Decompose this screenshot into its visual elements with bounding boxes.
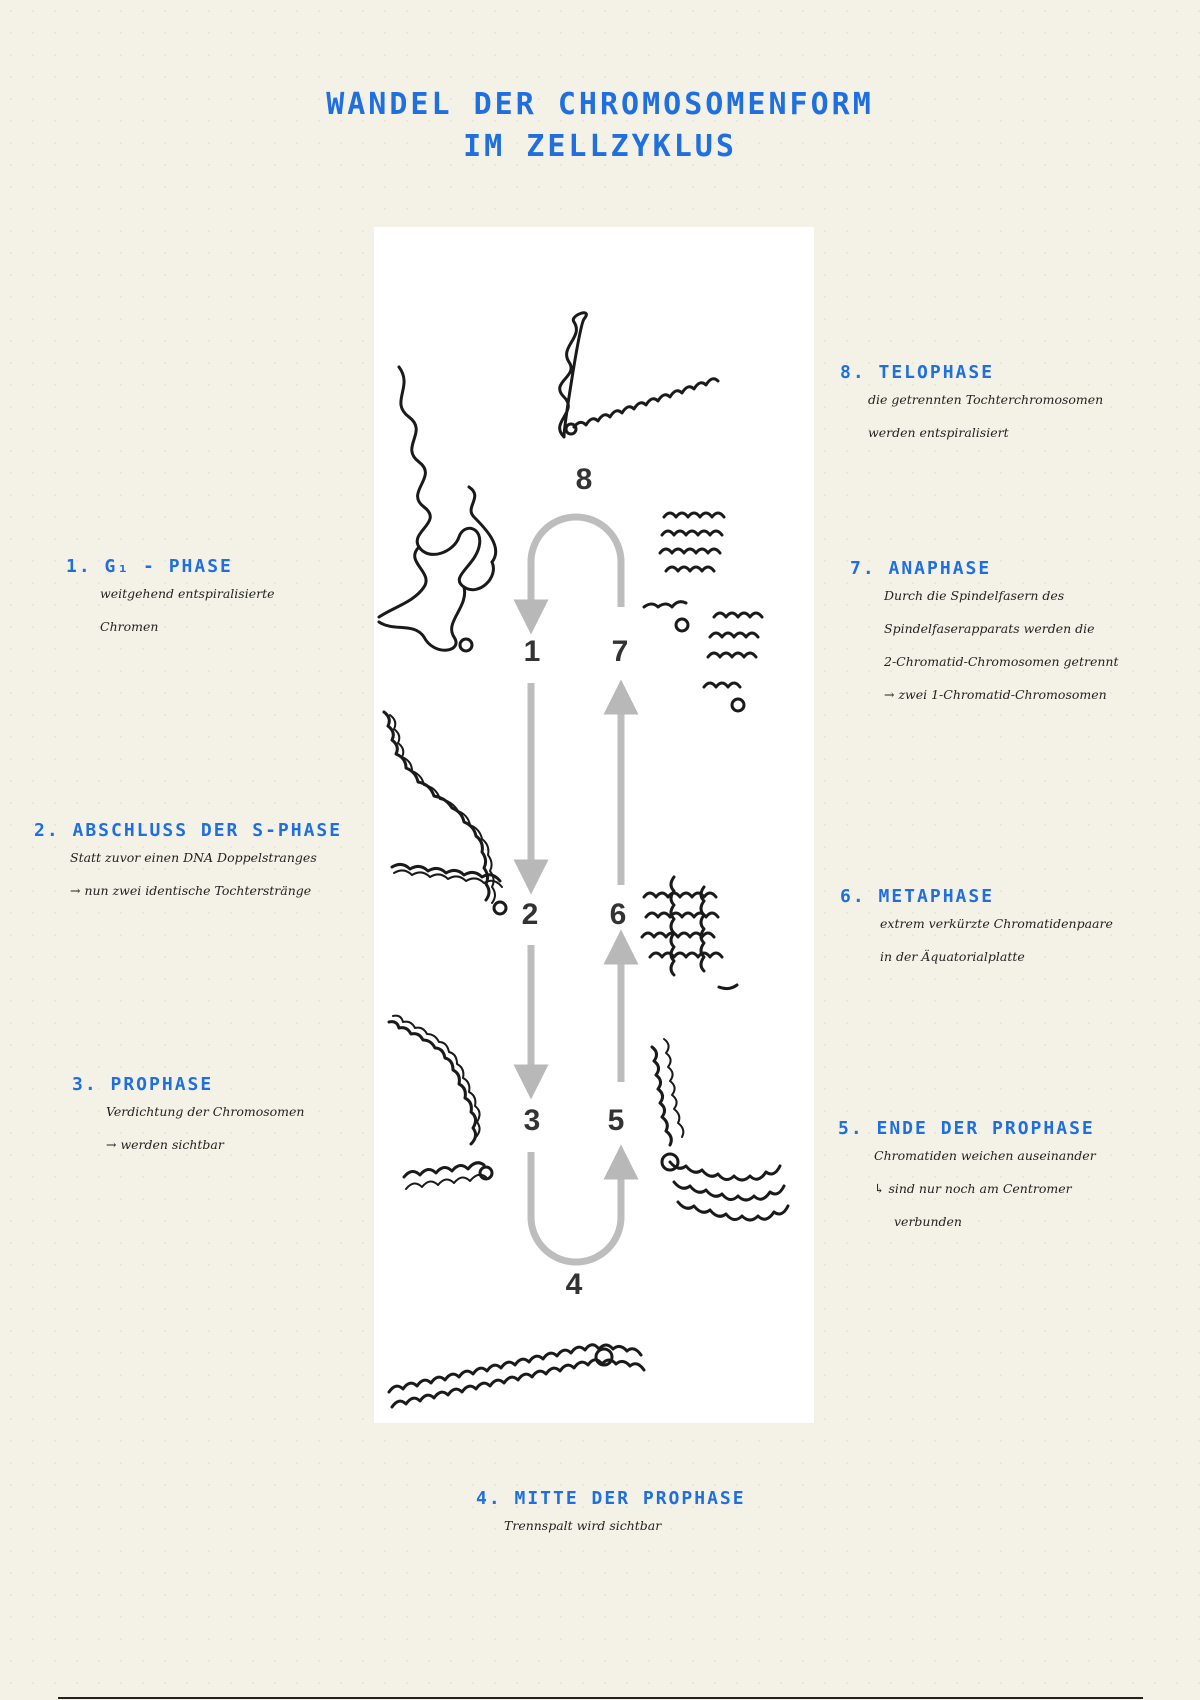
- stage-6-line-1: extrem verkürzte Chromatidenpaare: [880, 916, 1113, 931]
- stage-7-line-2: Spindelfaserapparats werden die: [884, 621, 1095, 636]
- page-title-line-2: IM ZELLZYKLUS: [463, 129, 737, 164]
- stage-3-line-2: → werden sichtbar: [106, 1137, 224, 1152]
- cycle-arrow-bottom: [531, 1152, 621, 1262]
- cell-cycle-diagram: [374, 227, 814, 1423]
- cycle-arrow-top: [531, 517, 621, 607]
- stage-number-7: 7: [611, 635, 629, 668]
- stage-4-heading: 4. MITTE DER PROPHASE: [476, 1488, 746, 1509]
- stage-7-line-4: → zwei 1-Chromatid-Chromosomen: [884, 687, 1107, 702]
- stage-label-5: [838, 1118, 1096, 1238]
- chromosome-metaphase: [642, 877, 737, 989]
- chromosome-telophase: [560, 313, 718, 437]
- stage-7-line-1: Durch die Spindelfasern des: [884, 588, 1065, 603]
- stage-2-line-2: → nun zwei identische Tochterstränge: [70, 883, 312, 898]
- stage-number-4: 4: [565, 1268, 583, 1301]
- cell-cycle-svg: [374, 227, 814, 1423]
- stage-1-line-2: Chromen: [100, 619, 159, 634]
- stage-3-heading: 3. PROPHASE: [72, 1074, 214, 1095]
- stage-6-line-2: in der Äquatorialplatte: [880, 949, 1025, 964]
- chromosome-end-prophase: [652, 1039, 788, 1220]
- stage-5-line-2: ↳ sind nur noch am Centromer: [874, 1181, 1072, 1196]
- stage-1-heading: 1. G₁ - PHASE: [66, 556, 233, 577]
- chromosome-prophase: [389, 1016, 492, 1189]
- stage-number-3: 3: [523, 1104, 541, 1137]
- stage-label-4: [476, 1488, 746, 1542]
- stage-3-line-1: Verdichtung der Chromosomen: [106, 1104, 305, 1119]
- stage-number-6: 6: [609, 898, 627, 931]
- stage-5-line-3: verbunden: [894, 1214, 962, 1229]
- stage-2-heading: 2. ABSCHLUSS DER S-PHASE: [34, 820, 343, 841]
- chromosome-mid-prophase: [389, 1345, 644, 1407]
- stage-label-6: [840, 886, 1113, 973]
- page-title-line-1: WANDEL DER CHROMOSOMENFORM: [326, 87, 874, 122]
- stage-label-1: [66, 556, 275, 643]
- stage-8-line-1: die getrennten Tochterchromosomen: [868, 392, 1104, 407]
- stage-8-line-2: werden entspiralisiert: [868, 425, 1009, 440]
- stage-number-5: 5: [607, 1104, 625, 1137]
- stage-2-line-1: Statt zuvor einen DNA Doppelstranges: [70, 850, 317, 865]
- stage-number-1: 1: [523, 635, 541, 668]
- bottom-divider: [58, 1697, 1143, 1699]
- stage-7-line-3: 2-Chromatid-Chromosomen getrennt: [884, 654, 1119, 669]
- stage-1-line-1: weitgehend entspiralisierte: [100, 586, 275, 601]
- stage-8-heading: 8. TELOPHASE: [840, 362, 995, 383]
- stage-number-2: 2: [521, 898, 539, 931]
- stage-label-3: [72, 1074, 305, 1161]
- stage-6-heading: 6. METAPHASE: [840, 886, 995, 907]
- stage-5-heading: 5. ENDE DER PROPHASE: [838, 1118, 1095, 1139]
- stage-number-8: 8: [575, 463, 593, 496]
- chromosome-g1-phase: [379, 367, 496, 651]
- stage-label-7: [850, 558, 1118, 711]
- stage-label-8: [840, 362, 1103, 449]
- stage-4-line-1: Trennspalt wird sichtbar: [504, 1518, 662, 1533]
- stage-5-line-1: Chromatiden weichen auseinander: [874, 1148, 1096, 1163]
- chromosome-anaphase: [644, 513, 762, 711]
- chromosome-s-phase: [384, 712, 506, 914]
- stage-label-2: [34, 820, 342, 907]
- stage-7-heading: 7. ANAPHASE: [850, 558, 992, 579]
